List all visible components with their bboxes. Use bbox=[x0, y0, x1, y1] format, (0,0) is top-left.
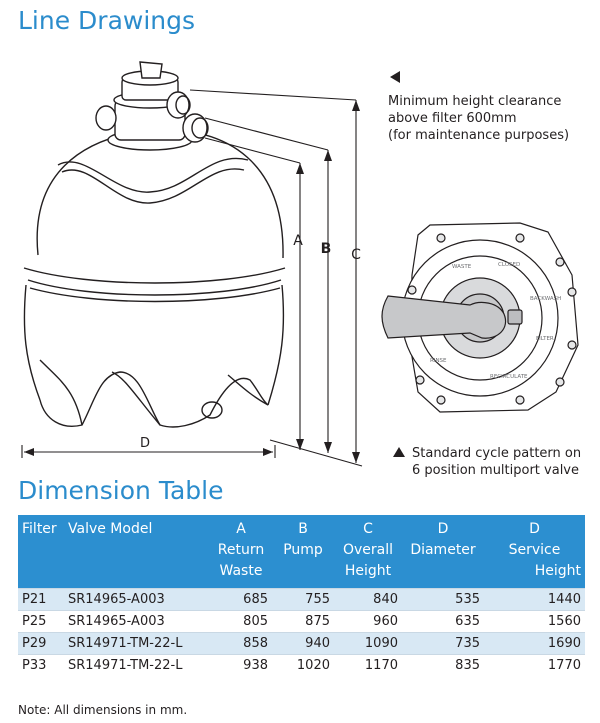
up-arrow-icon bbox=[393, 447, 405, 457]
valve-position-recirculate: RECIRCULATE bbox=[490, 374, 528, 380]
dimension-label-a: A bbox=[293, 233, 303, 249]
table-row: P33 SR14971-TM-22-L 938 1020 1170 835 1770 bbox=[18, 655, 585, 677]
header-a: A Return Waste bbox=[210, 515, 272, 589]
dimension-table-title: Dimension Table bbox=[18, 476, 224, 505]
header-b: B Pump bbox=[272, 515, 334, 589]
header-valve-model: Valve Model bbox=[64, 515, 210, 589]
header-d-service: D Service Height bbox=[484, 515, 585, 589]
multiport-valve-top-view bbox=[382, 223, 578, 412]
header-d-diameter: D Diameter bbox=[402, 515, 484, 589]
cycle-pattern-note: Standard cycle pattern on 6 position multiport valve bbox=[412, 446, 582, 478]
clearance-note: Minimum height clearance above filter 600mm (for maintenance purposes) bbox=[388, 94, 570, 143]
left-arrow-icon bbox=[390, 71, 400, 83]
table-header-row bbox=[18, 515, 585, 589]
header-filter: Filter bbox=[18, 515, 64, 589]
dimension-label-b: B bbox=[320, 241, 332, 257]
valve-position-closed: CLOSED bbox=[498, 262, 521, 268]
line-drawings-title: Line Drawings bbox=[18, 6, 196, 35]
valve-position-filter: FILTER bbox=[536, 336, 554, 342]
table-row: P29 SR14971-TM-22-L 858 940 1090 735 1690 bbox=[18, 633, 585, 655]
header-c: C Overall Height bbox=[334, 515, 402, 589]
table-row: P21 SR14965-A003 685 755 840 535 1440 bbox=[18, 589, 585, 611]
footnote: Note: All dimensions in mm. bbox=[18, 703, 188, 717]
dimension-label-c: C bbox=[351, 247, 361, 263]
dimension-table bbox=[18, 515, 585, 676]
table-row: P25 SR14965-A003 805 875 960 635 1560 bbox=[18, 611, 585, 633]
valve-position-backwash: BACKWASH bbox=[530, 296, 562, 302]
valve-position-rinse: RINSE bbox=[430, 358, 447, 364]
dimension-label-d: D bbox=[139, 436, 151, 451]
valve-position-waste: WASTE bbox=[452, 264, 472, 270]
